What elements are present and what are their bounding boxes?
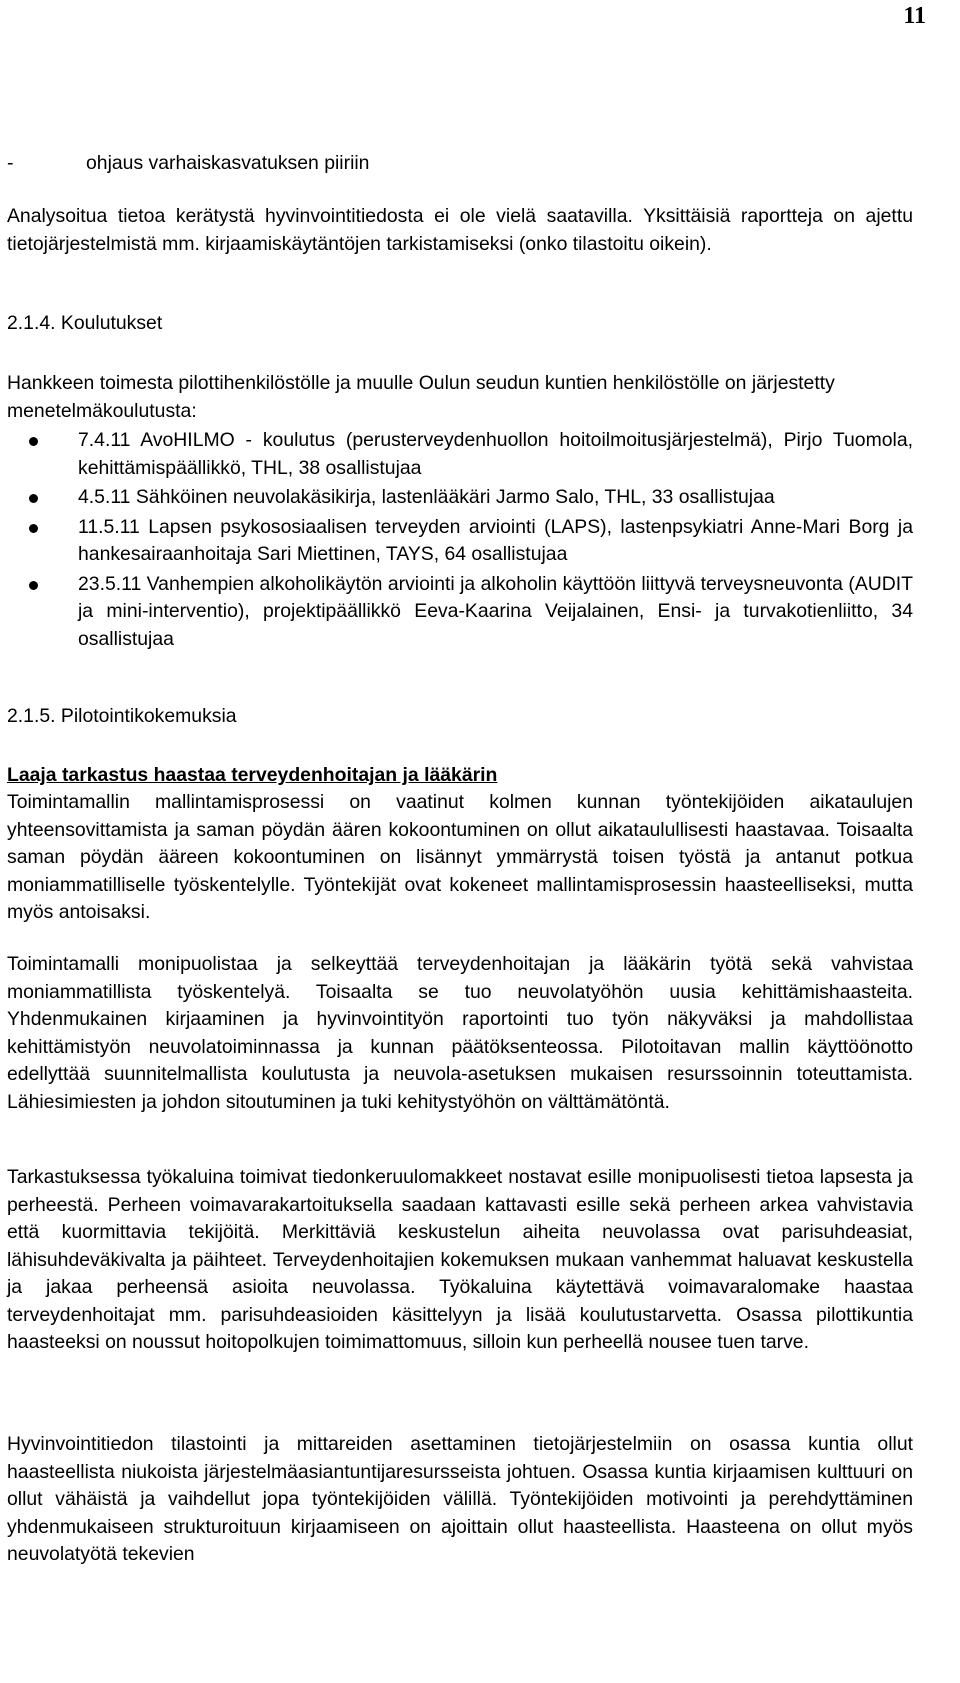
bullet-icon bbox=[29, 581, 38, 590]
dash-item-text: ohjaus varhaiskasvatuksen piiriin bbox=[86, 152, 370, 174]
list-item bbox=[0, 484, 913, 512]
trainings-list bbox=[0, 427, 913, 655]
list-item bbox=[0, 571, 913, 654]
dash-marker: - bbox=[7, 152, 14, 174]
training-text: 4.5.11 Sähköinen neuvolakäsikirja, lastenlääkäri Jarmo Salo, THL, 33 osallistujaa bbox=[78, 486, 775, 508]
training-text: 11.5.11 Lapsen psykososiaalisen terveyden arviointi (LAPS), lastenpsykiatri Anne-Mari Borg ja hankesairaanhoitaja Sari Miettinen, TAYS, 64 osallistujaa bbox=[78, 515, 913, 565]
section-heading-pilotointikokemuksia: 2.1.5. Pilotointikokemuksia bbox=[7, 705, 237, 727]
list-item bbox=[0, 427, 913, 482]
training-text: 23.5.11 Vanhempien alkoholikäytön arviointi ja alkoholin käyttöön liittyvä terveysneuvonta (AUDIT ja mini-interventio), projektipäällikkö Eeva-Kaarina Veijalainen, Ensi- ja turvakotienliitto, 34 osallistujaa bbox=[78, 572, 913, 650]
paragraph-1: Toimintamallin mallintamisprosessi on vaatinut kolmen kunnan työntekijöiden aikataulujen yhteensovittamista ja saman pöydän äären kokoontuminen on ollut aikataulullisesti haastavaa. Toisaalta saman pöydän ääreen kokoontuminen on lisännyt ymmärrystä toisen työstä ja antanut potkua moniammatilliselle työskentelylle. Työntekijät ovat kokeneet mallintamisprosessin haasteelliseksi, mutta myös antoisaksi. bbox=[7, 791, 913, 923]
paragraph-analysis: Analysoitua tietoa kerätystä hyvinvointitiedosta ei ole vielä saatavilla. Yksittäisiä raportteja on ajettu tietojärjestelmistä mm. kirjaamiskäytäntöjen tarkistamiseksi (onko tilastoitu oikein). bbox=[7, 205, 913, 255]
paragraph-trainings-intro: Hankkeen toimesta pilottihenkilöstölle ja muulle Oulun seudun kuntien henkilöstölle on järjestetty menetelmäkoulutusta: bbox=[7, 372, 835, 422]
training-text: 7.4.11 AvoHILMO - koulutus (perusterveydenhuollon hoitoilmoitusjärjestelmä), Pirjo Tuomola, kehittämispäällikkö, THL, 38 osallistujaa bbox=[78, 429, 913, 479]
paragraph-4: Hyvinvointitiedon tilastointi ja mittareiden asettaminen tietojärjestelmiin on osassa kuntia ollut haasteellista niukoista järjestelmäasiantuntijaresursseista johtuen. Osassa kuntia kirjaamisen kulttuuri on ollut vähäistä ja vaihdellut jopa työntekijöiden välillä. Työntekijöiden motivointi ja perehdyttäminen yhdenmukaiseen strukturoituun kirjaamiseen on ajoittain ollut haasteellista. Haasteena on ollut myös neuvolatyötä tekevien bbox=[7, 1433, 913, 1565]
bullet-icon bbox=[29, 494, 38, 503]
dash-list-item bbox=[7, 150, 370, 178]
page-number: 11 bbox=[903, 3, 926, 29]
section-heading-koulutukset: 2.1.4. Koulutukset bbox=[7, 312, 163, 334]
list-item bbox=[0, 514, 913, 569]
bullet-icon bbox=[29, 437, 38, 446]
subheading: Laaja tarkastus haastaa terveydenhoitajan ja lääkärin bbox=[7, 764, 498, 786]
paragraph-3: Tarkastuksessa työkaluina toimivat tiedonkeruulomakkeet nostavat esille monipuolisesti tietoa lapsesta ja perheestä. Perheen voimavarakartoituksella saadaan kattavasti esille sekä perheen arkea vahvistavia että kuormittavia tekijöitä. Merkittäviä keskustelun aiheita neuvolassa ovat parisuhdeasiat, lähisuhdeväkivalta ja päihteet. Terveydenhoitajien kokemuksen mukaan vanhemmat haluavat keskustella ja jakaa perheensä asioita neuvolassa. Työkaluina käytettävä voimavaralomake haastaa terveydenhoitajat mm. parisuhdeasioiden käsittelyyn ja lisää koulutustarvetta. Osassa pilottikuntia haasteeksi on noussut hoitopolkujen toimimattomuus, silloin kun perheellä nousee tuen tarve. bbox=[7, 1166, 913, 1353]
bullet-icon bbox=[29, 524, 38, 533]
paragraph-2: Toimintamalli monipuolistaa ja selkeyttää terveydenhoitajan ja lääkärin työtä sekä vahvistaa moniammatillista työskentelyä. Toisaalta se tuo neuvolatyöhön uusia kehittämishaasteita. Yhdenmukainen kirjaaminen ja hyvinvointityön raportointi tuo työn näkyväksi ja mahdollistaa kehittämistyön neuvolatoiminnassa ja kunnan päätöksenteossa. Pilotoitavan mallin käyttöönotto edellyttää suunnitelmallista koulutusta ja neuvola-asetuksen mukaisen resurssoinnin toteuttamista. Lähiesimiesten ja johdon sitoutuminen ja tuki kehitystyöhön on välttämätöntä. bbox=[7, 953, 913, 1113]
